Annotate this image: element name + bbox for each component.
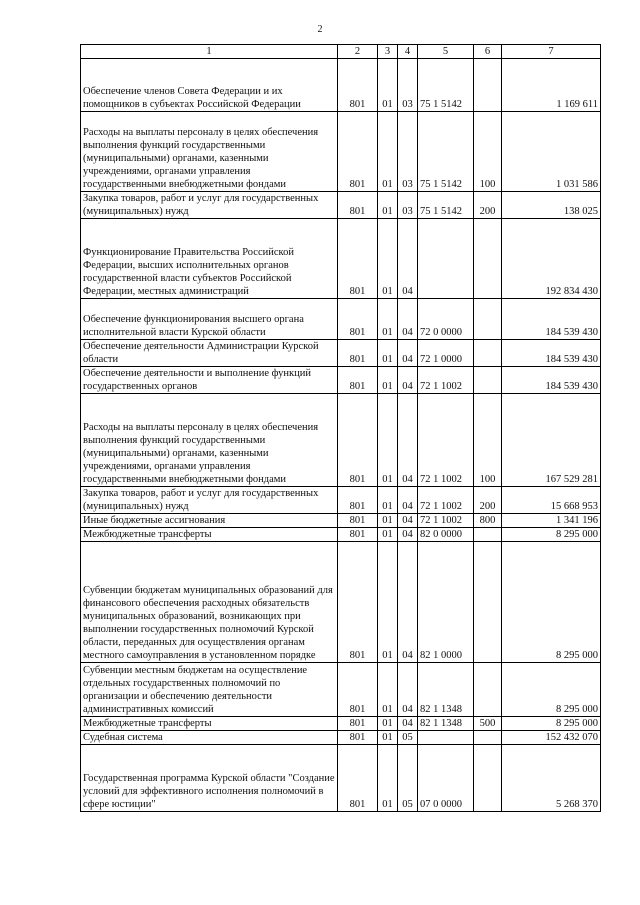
row-expense-type	[474, 528, 502, 542]
header-col-3: 3	[378, 45, 398, 59]
row-expense-type	[474, 745, 502, 812]
row-name: Обеспечение членов Совета Федерации и их помощников в субъектах Российской Федерации	[81, 59, 338, 112]
row-name: Закупка товаров, работ и услуг для государственных (муниципальных) нужд	[81, 192, 338, 219]
row-amount: 184 539 430	[502, 340, 601, 367]
row-amount: 138 025	[502, 192, 601, 219]
row-subsection: 04	[398, 487, 418, 514]
header-col-2: 2	[338, 45, 378, 59]
row-section: 01	[378, 731, 398, 745]
row-name: Обеспечение функционирования высшего органа исполнительной власти Курской области	[81, 299, 338, 340]
row-target-article: 72 1 1002	[418, 394, 474, 487]
table-row	[81, 299, 601, 340]
row-admin-code: 801	[338, 731, 378, 745]
row-amount: 1 031 586	[502, 112, 601, 192]
row-target-article: 75 1 5142	[418, 59, 474, 112]
row-target-article: 72 1 1002	[418, 367, 474, 394]
table-row	[81, 731, 601, 745]
row-amount: 8 295 000	[502, 542, 601, 663]
row-name: Судебная система	[81, 731, 338, 745]
row-name: Государственная программа Курской области "Создание условий для эффективного исполнения полномочий в сфере юстиции"	[81, 745, 338, 812]
row-subsection: 03	[398, 192, 418, 219]
row-target-article: 82 0 0000	[418, 528, 474, 542]
row-admin-code: 801	[338, 112, 378, 192]
row-section: 01	[378, 487, 398, 514]
row-subsection: 05	[398, 731, 418, 745]
row-admin-code: 801	[338, 367, 378, 394]
row-name: Субвенции бюджетам муниципальных образований для финансового обеспечения расходных обязательств муниципальных образований, возникающих при выполнении государственных полномочий Курской области, переданных для осуществления органам местного самоуправления в установленном порядке	[81, 542, 338, 663]
row-subsection: 04	[398, 717, 418, 731]
row-amount: 8 295 000	[502, 528, 601, 542]
row-admin-code: 801	[338, 663, 378, 717]
row-amount: 184 539 430	[502, 367, 601, 394]
row-target-article: 75 1 5142	[418, 112, 474, 192]
row-expense-type	[474, 59, 502, 112]
row-admin-code: 801	[338, 528, 378, 542]
row-subsection: 04	[398, 299, 418, 340]
row-amount: 15 668 953	[502, 487, 601, 514]
header-row	[81, 45, 601, 59]
row-subsection: 03	[398, 112, 418, 192]
row-admin-code: 801	[338, 542, 378, 663]
row-amount: 167 529 281	[502, 394, 601, 487]
header-col-7: 7	[502, 45, 601, 59]
table-row	[81, 219, 601, 299]
table-row	[81, 394, 601, 487]
row-name: Обеспечение деятельности и выполнение функций государственных органов	[81, 367, 338, 394]
row-admin-code: 801	[338, 192, 378, 219]
table-row	[81, 745, 601, 812]
row-name: Обеспечение деятельности Администрации Курской области	[81, 340, 338, 367]
row-section: 01	[378, 59, 398, 112]
row-expense-type	[474, 299, 502, 340]
row-name: Межбюджетные трансферты	[81, 717, 338, 731]
header-col-6: 6	[474, 45, 502, 59]
header-col-4: 4	[398, 45, 418, 59]
row-expense-type	[474, 367, 502, 394]
page-number: 2	[317, 24, 323, 35]
row-target-article: 75 1 5142	[418, 192, 474, 219]
row-name: Субвенции местным бюджетам на осуществление отдельных государственных полномочий по организации и обеспечению деятельности административных комиссий	[81, 663, 338, 717]
row-admin-code: 801	[338, 745, 378, 812]
row-section: 01	[378, 192, 398, 219]
table-row	[81, 59, 601, 112]
row-section: 01	[378, 514, 398, 528]
row-section: 01	[378, 367, 398, 394]
row-amount: 184 539 430	[502, 299, 601, 340]
row-admin-code: 801	[338, 487, 378, 514]
row-subsection: 04	[398, 367, 418, 394]
table-row	[81, 340, 601, 367]
row-target-article	[418, 731, 474, 745]
row-expense-type: 100	[474, 112, 502, 192]
row-target-article: 07 0 0000	[418, 745, 474, 812]
row-admin-code: 801	[338, 514, 378, 528]
row-subsection: 04	[398, 663, 418, 717]
table-row	[81, 112, 601, 192]
row-target-article	[418, 219, 474, 299]
row-admin-code: 801	[338, 340, 378, 367]
row-admin-code: 801	[338, 717, 378, 731]
row-expense-type: 500	[474, 717, 502, 731]
row-subsection: 04	[398, 514, 418, 528]
row-target-article: 72 1 1002	[418, 487, 474, 514]
row-subsection: 03	[398, 59, 418, 112]
row-target-article: 72 1 1002	[418, 514, 474, 528]
table-row	[81, 514, 601, 528]
row-name: Иные бюджетные ассигнования	[81, 514, 338, 528]
row-name: Закупка товаров, работ и услуг для государственных (муниципальных) нужд	[81, 487, 338, 514]
row-expense-type	[474, 731, 502, 745]
table-row	[81, 717, 601, 731]
row-expense-type	[474, 663, 502, 717]
row-expense-type: 800	[474, 514, 502, 528]
row-admin-code: 801	[338, 219, 378, 299]
row-expense-type	[474, 542, 502, 663]
row-amount: 152 432 070	[502, 731, 601, 745]
table-row	[81, 192, 601, 219]
table-row	[81, 542, 601, 663]
row-section: 01	[378, 340, 398, 367]
row-amount: 1 169 611	[502, 59, 601, 112]
row-section: 01	[378, 542, 398, 663]
row-name: Функционирование Правительства Российской Федерации, высших исполнительных органов государственной власти субъектов Российской Федерации, местных администраций	[81, 219, 338, 299]
row-expense-type	[474, 340, 502, 367]
table-row	[81, 367, 601, 394]
row-section: 01	[378, 663, 398, 717]
row-target-article: 82 1 0000	[418, 542, 474, 663]
row-admin-code: 801	[338, 59, 378, 112]
row-expense-type: 100	[474, 394, 502, 487]
row-expense-type	[474, 219, 502, 299]
row-amount: 192 834 430	[502, 219, 601, 299]
row-subsection: 04	[398, 219, 418, 299]
row-section: 01	[378, 219, 398, 299]
row-target-article: 82 1 1348	[418, 663, 474, 717]
row-amount: 1 341 196	[502, 514, 601, 528]
row-section: 01	[378, 717, 398, 731]
table-row	[81, 528, 601, 542]
row-name: Межбюджетные трансферты	[81, 528, 338, 542]
header-col-1: 1	[81, 45, 338, 59]
header-col-5: 5	[418, 45, 474, 59]
table-row	[81, 487, 601, 514]
row-subsection: 04	[398, 340, 418, 367]
row-section: 01	[378, 112, 398, 192]
row-section: 01	[378, 299, 398, 340]
budget-table	[80, 44, 601, 812]
row-name: Расходы на выплаты персоналу в целях обеспечения выполнения функций государственными (муниципальными) органами, казенными учреждениями, органами управления государственными внебюджетными фондами	[81, 112, 338, 192]
row-name: Расходы на выплаты персоналу в целях обеспечения выполнения функций государственными (муниципальными) органами, казенными учреждениями, органами управления государственными внебюджетными фондами	[81, 394, 338, 487]
row-subsection: 05	[398, 745, 418, 812]
row-admin-code: 801	[338, 394, 378, 487]
row-subsection: 04	[398, 542, 418, 663]
row-expense-type: 200	[474, 192, 502, 219]
row-amount: 5 268 370	[502, 745, 601, 812]
row-section: 01	[378, 528, 398, 542]
row-subsection: 04	[398, 394, 418, 487]
row-section: 01	[378, 745, 398, 812]
table-row	[81, 663, 601, 717]
row-target-article: 72 0 0000	[418, 299, 474, 340]
row-section: 01	[378, 394, 398, 487]
row-amount: 8 295 000	[502, 663, 601, 717]
row-admin-code: 801	[338, 299, 378, 340]
row-subsection: 04	[398, 528, 418, 542]
row-expense-type: 200	[474, 487, 502, 514]
row-target-article: 72 1 0000	[418, 340, 474, 367]
row-target-article: 82 1 1348	[418, 717, 474, 731]
row-amount: 8 295 000	[502, 717, 601, 731]
